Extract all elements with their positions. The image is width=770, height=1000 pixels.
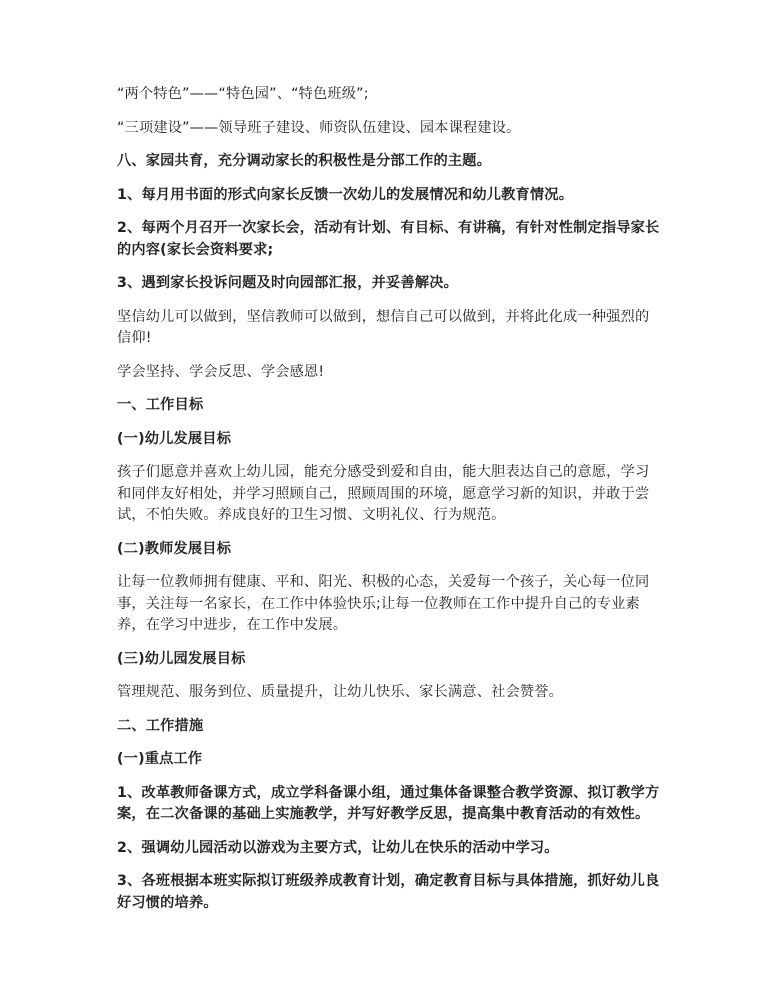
list-item: 2、每两个月召开一次家长会，活动有计划、有目标、有讲稿，有针对性制定指导家长的内容(家长会资料要求; [117,220,660,258]
list-item: 3、各班根据本班实际拟订班级养成教育计划，确定教育目标与具体措施，抓好幼儿良好习惯的培养。 [117,873,660,911]
list-item: 3、遇到家长投诉问题及时向园部汇报，并妥善解决。 [117,275,458,291]
subsection-heading: (三)幼儿园发展目标 [117,650,246,667]
paragraph: 坚信幼儿可以做到，坚信教师可以做到，想信自己可以做到，并将此化成一种强烈的信仰! [117,308,650,346]
subsection-heading: (二)教师发展目标 [117,540,232,557]
paragraph: 管理规范、服务到位、质量提升，让幼儿快乐、家长满意、社会赞誉。 [117,684,564,700]
paragraph: “三项建设”——领导班子建设、师资队伍建设、园本课程建设。 [117,119,521,136]
section-heading: 八、家园共育，充分调动家长的积极性是分部工作的主题。 [117,153,492,169]
list-item: 1、每月用书面的形式向家长反馈一次幼儿的发展情况和幼儿教育情况。 [117,186,574,203]
section-heading: 二、工作措施 [117,717,204,734]
paragraph: 让每一位教师拥有健康、平和、阳光、积极的心态，关爱每一个孩子，关心每一位同事，关注每一名家长，在工作中体验快乐;让每一位教师在工作中提升自己的专业素养，在学习中进步，在工作中发展。 [117,574,650,633]
list-item: 1、改革教师备课方式，成立学科备课小组，通过集体备课整合教学资源、拟订教学方案，在二次备课的基础上实施教学，并写好教学反思，提高集中教育活动的有效性。 [117,784,660,822]
list-item: 2、强调幼儿园活动以游戏为主要方式，让幼儿在快乐的活动中学习。 [117,839,559,856]
subsection-heading: (一)幼儿发展目标 [117,430,232,447]
subsection-heading: (一)重点工作 [117,751,203,767]
paragraph: 孩子们愿意并喜欢上幼儿园，能充分感受到爱和自由，能大胆表达自己的意愿，学习和同伴友好相处，并学习照顾自己，照顾周围的环境，愿意学习新的知识，并敢于尝试，不怕失败。养成良好的卫生习惯、文明礼仪、行为规范。 [117,464,650,523]
paragraph: 学会坚持、学会反思、学会感恩! [117,363,325,380]
section-heading: 一、工作目标 [117,397,204,413]
document-page [117,84,662,926]
paragraph: “两个特色”——“特色园”、“特色班级”; [117,86,369,102]
